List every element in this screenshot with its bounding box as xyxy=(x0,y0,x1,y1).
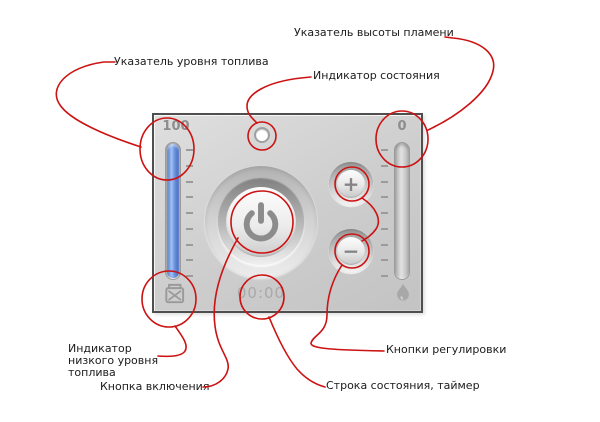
minus-icon[interactable]: − xyxy=(337,237,365,265)
callout-label-flame-height: Указатель высоты пламени xyxy=(294,26,454,39)
flame-decrease-button[interactable] xyxy=(329,229,373,273)
scale-tick xyxy=(186,228,193,230)
fuel-can-icon xyxy=(162,280,188,306)
callout-label-power-button: Кнопка включения xyxy=(100,380,210,393)
scale-tick xyxy=(186,165,193,167)
scale-tick xyxy=(186,259,193,261)
flame-height-gauge xyxy=(394,142,410,280)
fuel-level-gauge-fill xyxy=(167,144,179,278)
scale-tick xyxy=(381,228,388,230)
scale-tick xyxy=(186,149,193,151)
callout-line-flame-height xyxy=(428,37,494,130)
power-button-face[interactable] xyxy=(226,187,296,257)
flame-gauge-ticks xyxy=(381,149,388,277)
remote-control-panel xyxy=(152,113,423,313)
callout-label-status-indicator: Индикатор состояния xyxy=(313,69,440,82)
callout-line-fuel-level xyxy=(56,62,141,147)
callout-label-adjust-buttons: Кнопки регулировки xyxy=(386,343,507,356)
power-button[interactable] xyxy=(218,179,304,265)
scale-tick xyxy=(381,212,388,214)
scale-tick xyxy=(186,244,193,246)
power-icon xyxy=(239,200,283,244)
scale-tick xyxy=(186,181,193,183)
callout-label-fuel-level: Указатель уровня топлива xyxy=(114,55,269,68)
scale-tick xyxy=(381,181,388,183)
power-button-recess xyxy=(205,166,317,278)
scale-tick xyxy=(186,212,193,214)
fuel-gauge-ticks xyxy=(186,149,193,277)
scale-tick xyxy=(381,275,388,277)
scale-tick xyxy=(381,149,388,151)
status-led-indicator xyxy=(254,127,270,143)
flame-scale-value-label: 0 xyxy=(397,119,407,134)
scale-tick xyxy=(381,244,388,246)
flame-icon xyxy=(391,282,415,306)
scale-tick xyxy=(381,165,388,167)
callout-line-status-bar xyxy=(269,317,325,387)
scale-tick xyxy=(186,275,193,277)
plus-icon[interactable]: + xyxy=(337,170,365,198)
fuel-level-gauge xyxy=(165,142,181,280)
flame-increase-button[interactable] xyxy=(329,162,373,206)
callout-label-low-fuel: Индикатор низкого уровня топлива xyxy=(68,342,159,379)
status-timer-text: 00:00 xyxy=(236,284,286,302)
fuel-scale-max-label: 100 xyxy=(162,119,190,134)
scale-tick xyxy=(381,259,388,261)
scale-tick xyxy=(381,196,388,198)
callout-label-status-bar-timer: Строка состояния, таймер xyxy=(326,379,480,392)
scale-tick xyxy=(186,196,193,198)
